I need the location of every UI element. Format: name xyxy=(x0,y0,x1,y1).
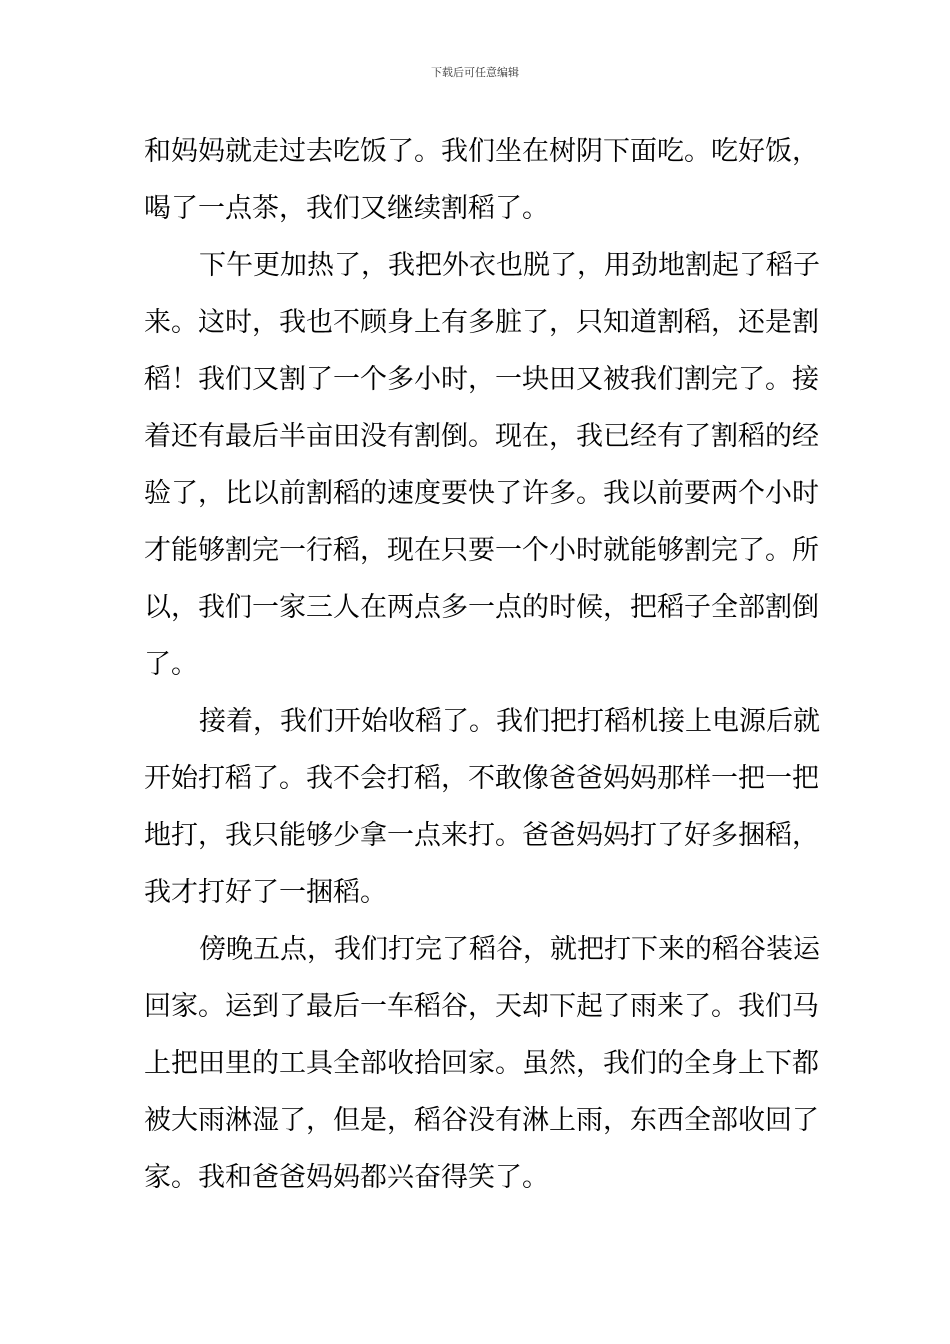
text-line: 才能够割完一行稻，现在只要一个小时就能够割完了。所 xyxy=(144,535,819,566)
document-body xyxy=(144,123,820,1206)
text-line: 来。这时，我也不顾身上有多脏了，只知道割稻，还是割 xyxy=(144,307,819,338)
paragraph xyxy=(144,921,820,1206)
text-line: 回家。运到了最后一车稻谷，天却下起了雨来了。我们马 xyxy=(144,991,819,1022)
page-header: 下载后可任意编辑 xyxy=(431,66,519,79)
text-line: 我才打好了一捆稻。 xyxy=(144,877,387,908)
text-line: 稻！我们又割了一个多小时，一块田又被我们割完了。接 xyxy=(144,364,819,395)
text-line: 验了，比以前割稻的速度要快了许多。我以前要两个小时 xyxy=(144,478,819,509)
text-line: 下午更加热了，我把外衣也脱了，用劲地割起了稻子 xyxy=(199,250,820,281)
text-line: 着还有最后半亩田没有割倒。现在，我已经有了割稻的经 xyxy=(144,421,819,452)
paragraph xyxy=(144,237,820,693)
text-line: 以，我们一家三人在两点多一点的时候，把稻子全部割倒 xyxy=(144,592,819,623)
text-line: 地打，我只能够少拿一点来打。爸爸妈妈打了好多捆稻， xyxy=(144,820,819,851)
text-line: 喝了一点茶，我们又继续割稻了。 xyxy=(144,193,549,224)
text-line: 和妈妈就走过去吃饭了。我们坐在树阴下面吃。吃好饭， xyxy=(144,136,819,167)
text-line: 上把田里的工具全部收拾回家。虽然，我们的全身上下都 xyxy=(144,1048,819,1079)
text-line: 被大雨淋湿了，但是，稻谷没有淋上雨，东西全部收回了 xyxy=(144,1105,819,1136)
text-line: 傍晚五点，我们打完了稻谷，就把打下来的稻谷装运 xyxy=(199,934,820,965)
text-line: 开始打稻了。我不会打稻，不敢像爸爸妈妈那样一把一把 xyxy=(144,763,819,794)
text-line: 了。 xyxy=(144,649,198,680)
text-line: 接着，我们开始收稻了。我们把打稻机接上电源后就 xyxy=(199,706,820,737)
paragraph xyxy=(144,693,820,921)
paragraph xyxy=(144,123,819,237)
text-line: 家。我和爸爸妈妈都兴奋得笑了。 xyxy=(144,1162,549,1193)
